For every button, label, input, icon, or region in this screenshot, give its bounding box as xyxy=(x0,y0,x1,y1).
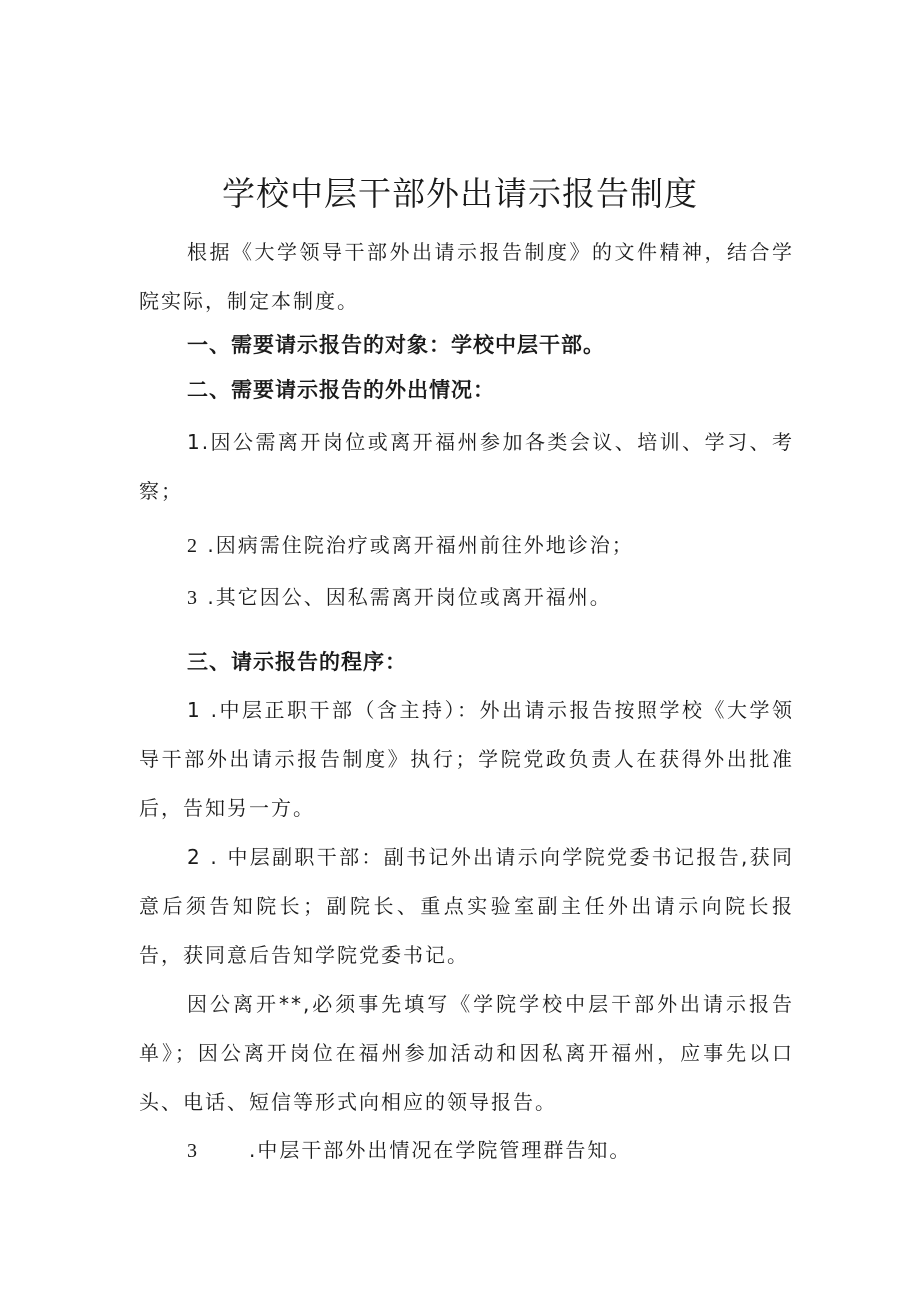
item-text: .中层干部外出情况在学院管理群告知。 xyxy=(249,1138,632,1162)
section-2-item-2 xyxy=(187,530,634,561)
section-2-heading: 二、需要请示报告的外出情况： xyxy=(187,378,495,402)
section-3-item-3 xyxy=(187,1135,631,1166)
item-text: .其它因公、因私需离开岗位或离开福州。 xyxy=(207,585,612,609)
item-text: .因病需住院治疗或离开福州前往外地诊治； xyxy=(207,533,634,557)
item-number: 3 xyxy=(187,1140,199,1162)
intro-paragraph: 根据《大学领导干部外出请示报告制度》的文件精神，结合学院实际，制定本制度。 xyxy=(139,240,794,313)
document-title: 学校中层干部外出请示报告制度 xyxy=(222,174,698,214)
section-2-item-1: 1.因公需离开岗位或离开福州参加各类会议、培训、学习、考察； xyxy=(139,430,794,503)
section-3-heading: 三、请示报告的程序： xyxy=(187,650,407,674)
section-1-heading: 一、需要请示报告的对象：学校中层干部。 xyxy=(187,333,605,357)
section-3-item-2: 2 . 中层副职干部：副书记外出请示向学院党委书记报告,获同意后须告知院长；副院长、重点实验室副主任外出请示向院长报告，获同意后告知学院党委书记。 xyxy=(139,845,794,967)
item-number: 3 xyxy=(187,587,199,609)
section-3-item-1: 1 .中层正职干部（含主持）：外出请示报告按照学校《大学领导干部外出请示报告制度》执行；学院党政负责人在获得外出批准后，告知另一方。 xyxy=(139,698,794,820)
section-2-item-3 xyxy=(187,582,612,613)
section-3-item-2-note: 因公离开**,必须事先填写《学院学校中层干部外出请示报告单》；因公离开岗位在福州参加活动和因私离开福州，应事先以口头、电话、短信等形式向相应的领导报告。 xyxy=(139,992,794,1114)
item-number: 2 xyxy=(187,535,199,557)
